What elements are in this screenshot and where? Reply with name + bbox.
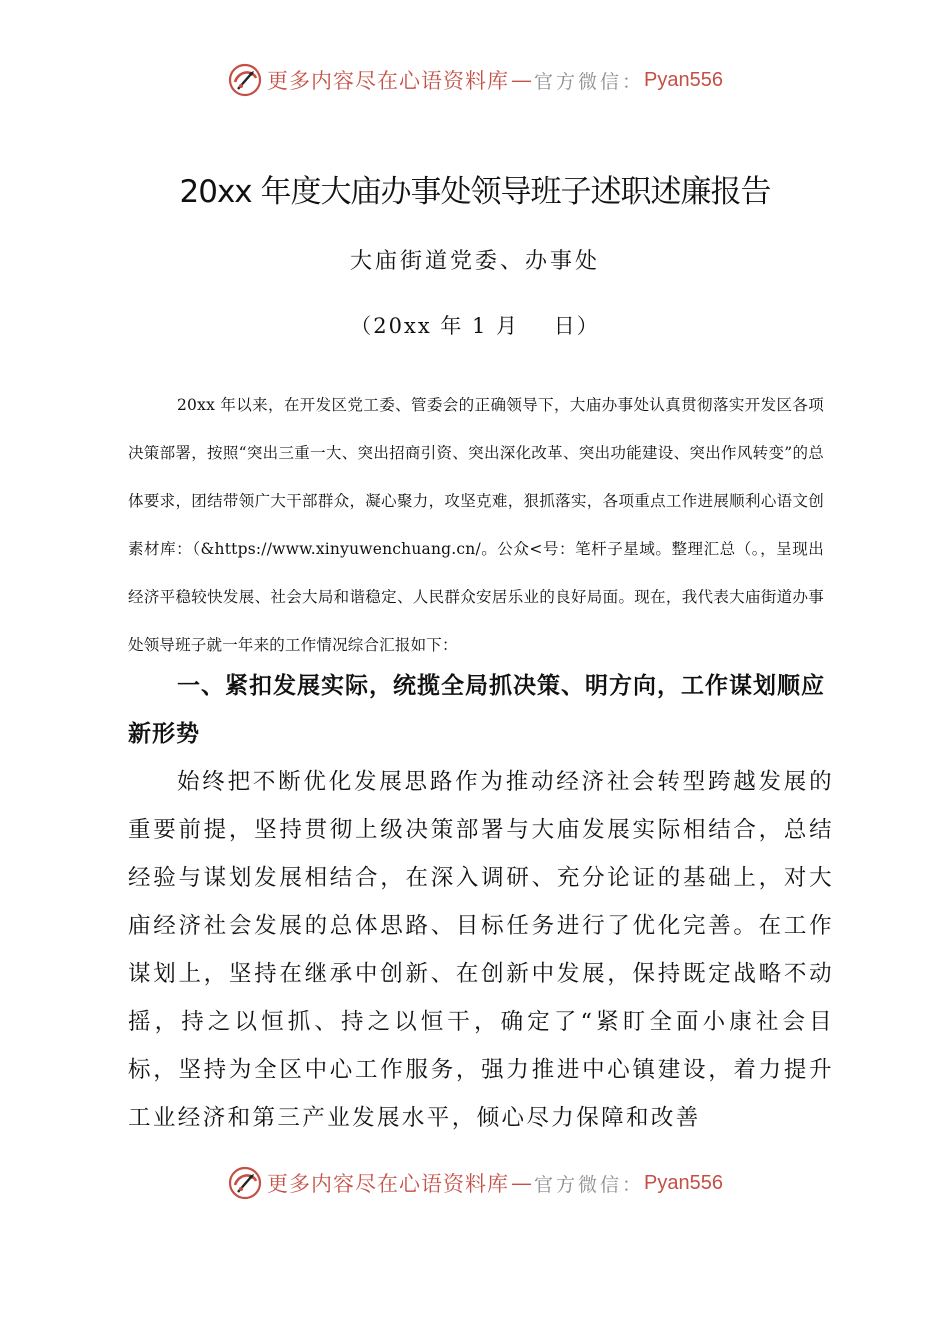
banner-wechat-label: 官方微信： (534, 70, 645, 93)
banner-brand-text: 更多内容尽在心语资料库 (267, 69, 509, 93)
document-issuer: 大庙街道党委、办事处 (349, 249, 600, 274)
brand-logo-icon (227, 62, 263, 98)
banner-wechat-id: Pyan556 (644, 1171, 723, 1194)
header-banner (0, 58, 950, 102)
brand-logo-icon (227, 1165, 263, 1201)
banner-brand-text: 更多内容尽在心语资料库 (267, 1172, 509, 1196)
footer-banner (0, 1161, 950, 1205)
banner-wechat-id: Pyan556 (644, 68, 723, 91)
banner-wechat-label: 官方微信： (534, 1173, 645, 1196)
banner-separator: — (511, 68, 532, 92)
section-body-paragraph: 始终把不断优化发展思路作为推动经济社会转型跨越发展的重要前提，坚持贯彻上级决策部署与大庙发展实际相结合，总结经验与谋划发展相结合，在深入调研、充分论证的基础上，对大庙经济社会发展的总体思路、目标任务进行了优化完善。在工作谋划上，坚持在继承中创新、在创新中发展，保持既定战略不动摇，持之以恒抓、持之以恒干，确定了“紧盯全面小康社会目标，坚持为全区中心工作服务，强力推进中心镇建设，着力提升工业经济和第三产业发展水平，倾心尽力保障和改善 (128, 769, 834, 1131)
document-title: 20xx 年度大庙办事处领导班子述职述廉报告 (179, 174, 771, 210)
section-heading: 一、紧扣发展实际，统揽全局抓决策、明方向，工作谋划顺应新形势 (128, 673, 825, 747)
banner-separator: — (511, 1171, 532, 1195)
document-date: （20xx 年 1 月 日） (350, 314, 600, 338)
intro-paragraph: 20xx 年以来，在开发区党工委、管委会的正确领导下，大庙办事处认真贯彻落实开发区各项决策部署，按照“突出三重一大、突出招商引资、突出深化改革、突出功能建设、突出作风转变”的总体要求，团结带领广大干部群众，凝心聚力，攻坚克难，狠抓落实，各项重点工作进展顺利心语文创素材库：（&https://www.xinyuwenchuang.cn/。公众<号：笔杆子星域。整理汇总（。，呈现出经济平稳较快发展、社会大局和谐稳定、人民群众安居乐业的良好局面。现在，我代表大庙街道办事处领导班子就一年来的工作情况综合汇报如下： (128, 396, 824, 654)
